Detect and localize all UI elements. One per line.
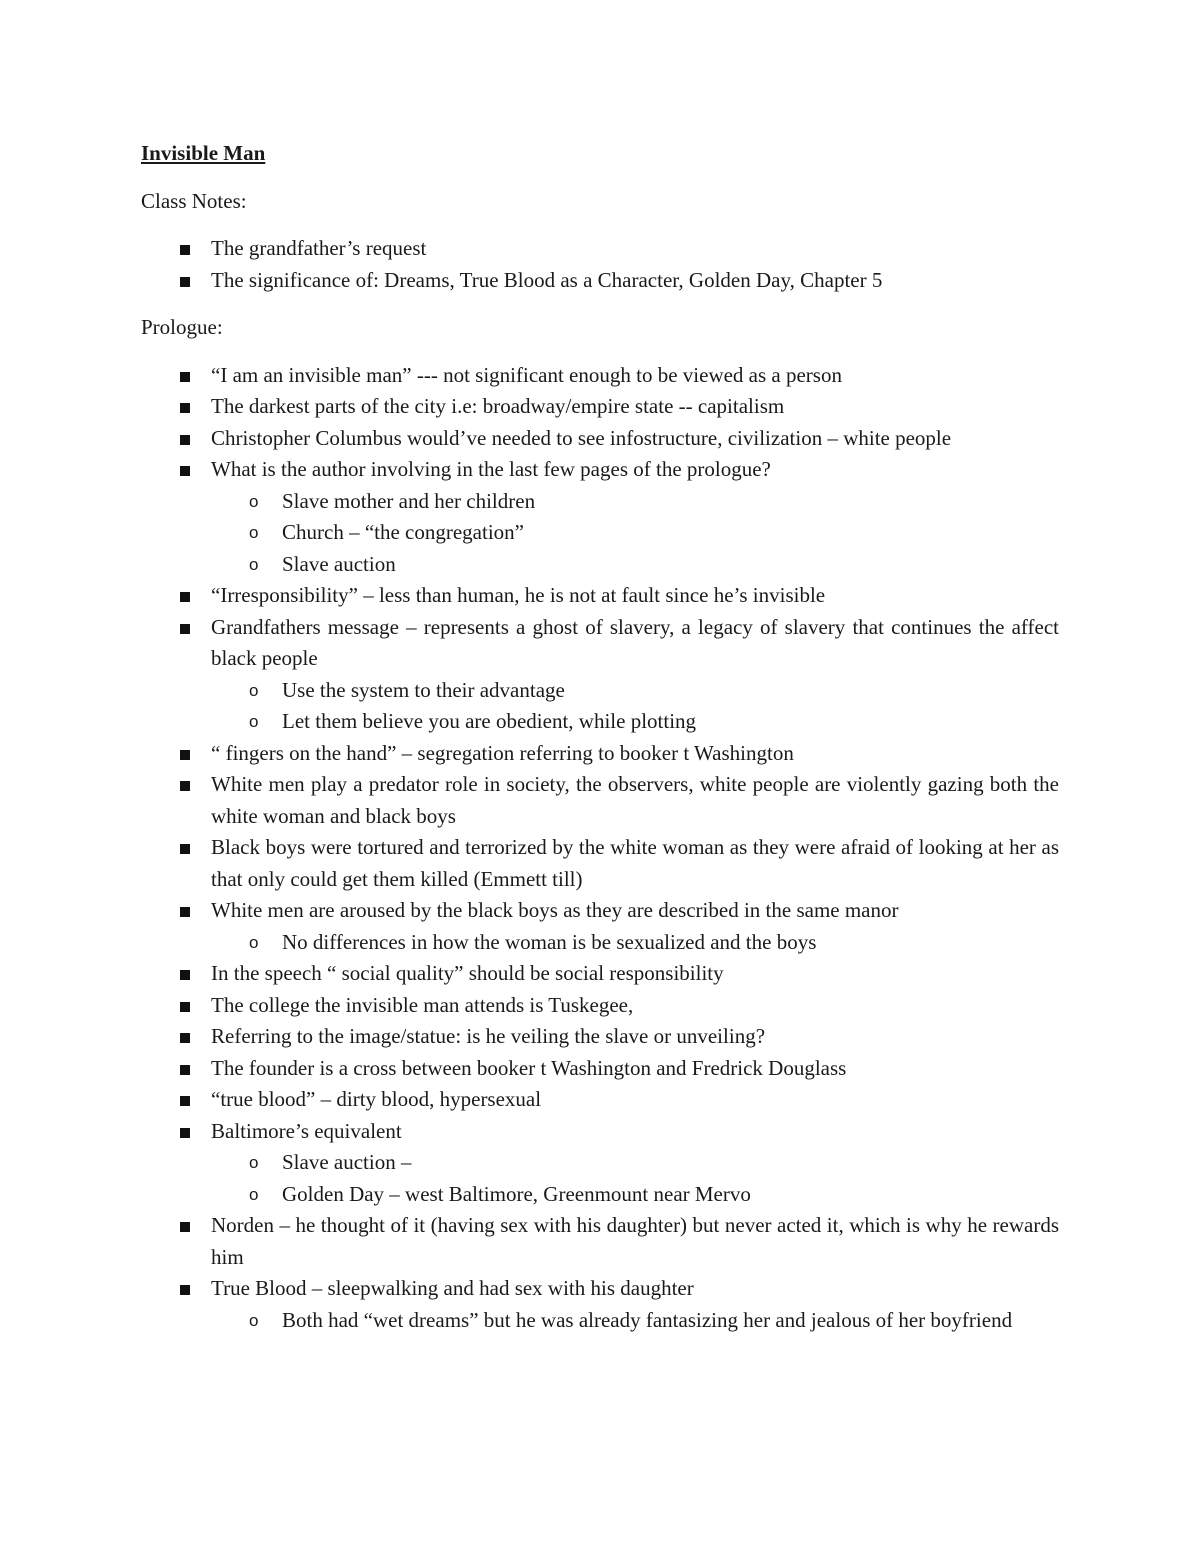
circle-bullet-icon: o <box>249 680 259 700</box>
sub-list-item <box>141 517 1059 549</box>
list-item-text: True Blood – sleepwalking and had sex with his daughter <box>211 1276 694 1300</box>
list-item-text: The darkest parts of the city i.e: broadway/empire state -- capitalism <box>211 394 785 418</box>
circle-bullet-icon: o <box>249 712 259 731</box>
list-item-text: “ fingers on the hand” – segregation referring to booker t Washington <box>211 740 794 765</box>
square-bullet-icon <box>180 466 190 476</box>
list-item <box>141 832 1059 895</box>
list-item-text: The college the invisible man attends is Tuskegee, <box>211 992 634 1017</box>
document-title: Invisible Man <box>141 141 266 165</box>
list-item <box>141 1210 1059 1273</box>
square-bullet-icon <box>180 781 190 791</box>
list-item <box>141 233 1059 265</box>
list-item-text: “I am an invisible man” --- not significant enough to be viewed as a person <box>211 362 842 387</box>
square-bullet-icon <box>180 403 190 413</box>
document-page <box>141 138 1059 1352</box>
circle-bullet-icon: o <box>249 491 259 511</box>
list-item <box>141 769 1059 832</box>
circle-bullet-icon: o <box>249 932 259 952</box>
sub-list-item <box>141 927 1059 959</box>
list-item-text: Black boys were tortured and terrorized by the white woman as they were afraid of looking at her as that only could get them killed (Emmett till) <box>211 835 1059 891</box>
list-item <box>141 1053 1059 1085</box>
square-bullet-icon <box>180 592 190 602</box>
list-item <box>141 1273 1059 1305</box>
list-item <box>141 990 1059 1022</box>
list-item <box>141 580 1059 612</box>
list-item-text: “true blood” – dirty blood, hypersexual <box>211 1087 542 1111</box>
square-bullet-icon <box>180 1096 190 1106</box>
sub-list-item-text: Both had “wet dreams” but he was already fantasizing her and jealous of her boyfriend <box>282 1307 1013 1332</box>
list-item <box>141 958 1059 990</box>
list-item-text: The significance of: Dreams, True Blood as a Character, Golden Day, Chapter 5 <box>211 267 883 292</box>
list-item <box>141 1084 1059 1116</box>
circle-bullet-icon: o <box>249 554 259 574</box>
list-item <box>141 360 1059 392</box>
list-item-text: In the speech “ social quality” should be social responsibility <box>211 961 724 985</box>
prologue-list <box>141 360 1059 1337</box>
square-bullet-icon <box>180 1222 190 1232</box>
list-item-text: Baltimore’s equivalent <box>211 1118 402 1143</box>
square-bullet-icon <box>180 907 190 917</box>
list-item <box>141 454 1059 486</box>
list-item <box>141 895 1059 927</box>
circle-bullet-icon: o <box>249 523 259 542</box>
sub-list-item-text: Slave auction <box>282 551 396 576</box>
class-notes-heading: Class Notes: <box>141 188 247 213</box>
sub-list-item-text: Slave mother and her children <box>282 488 536 513</box>
square-bullet-icon <box>180 970 190 980</box>
list-item-text: Grandfathers message – represents a ghost of slavery, a legacy of slavery that continues the affect black people <box>211 614 1059 670</box>
sub-list-item-text: No differences in how the woman is be sexualized and the boys <box>282 929 817 954</box>
square-bullet-icon <box>180 277 190 287</box>
circle-bullet-icon: o <box>249 1310 259 1330</box>
list-item <box>141 612 1059 675</box>
list-item <box>141 391 1059 423</box>
list-item <box>141 1021 1059 1053</box>
sub-list-item <box>141 549 1059 581</box>
list-item-text: Norden – he thought of it (having sex with his daughter) but never acted it, which is why he rewards him <box>211 1213 1059 1269</box>
list-item-text: “Irresponsibility” – less than human, he is not at fault since he’s invisible <box>211 583 826 607</box>
square-bullet-icon <box>180 750 190 760</box>
circle-bullet-icon: o <box>249 1184 259 1204</box>
square-bullet-icon <box>180 1285 190 1295</box>
sub-list-item-text: Use the system to their advantage <box>282 677 565 702</box>
sub-list-item-text: Let them believe you are obedient, while plotting <box>282 709 697 733</box>
list-item-text: Christopher Columbus would’ve needed to see infostructure, civilization – white people <box>211 425 952 450</box>
square-bullet-icon <box>180 1128 190 1138</box>
list-item-text: What is the author involving in the last few pages of the prologue? <box>211 457 771 481</box>
square-bullet-icon <box>180 245 190 255</box>
sub-list-item <box>141 675 1059 707</box>
list-item-text: The founder is a cross between booker t Washington and Fredrick Douglass <box>211 1055 847 1080</box>
square-bullet-icon <box>180 844 190 854</box>
square-bullet-icon <box>180 435 190 445</box>
circle-bullet-icon: o <box>249 1153 259 1172</box>
square-bullet-icon <box>180 1065 190 1075</box>
list-item-text: Referring to the image/statue: is he veiling the slave or unveiling? <box>211 1024 766 1048</box>
list-item-text: White men are aroused by the black boys as they are described in the same manor <box>211 898 899 922</box>
list-item <box>141 423 1059 455</box>
list-item <box>141 1116 1059 1148</box>
sub-list-item <box>141 1179 1059 1211</box>
sub-list-item <box>141 1147 1059 1179</box>
square-bullet-icon <box>180 1033 190 1043</box>
list-item <box>141 738 1059 770</box>
sub-list-item <box>141 1305 1059 1337</box>
square-bullet-icon <box>180 624 190 634</box>
sub-list-item <box>141 706 1059 738</box>
sub-list-item <box>141 486 1059 518</box>
list-item-text: The grandfather’s request <box>211 236 427 260</box>
prologue-heading: Prologue: <box>141 315 223 339</box>
sub-list-item-text: Slave auction – <box>282 1150 412 1174</box>
square-bullet-icon <box>180 1002 190 1012</box>
list-item-text: White men play a predator role in society, the observers, white people are violently gazing both the white woman and black boys <box>211 772 1059 828</box>
list-item <box>141 265 1059 297</box>
sub-list-item-text: Church – “the congregation” <box>282 520 524 544</box>
square-bullet-icon <box>180 372 190 382</box>
class-notes-list <box>141 233 1059 296</box>
sub-list-item-text: Golden Day – west Baltimore, Greenmount near Mervo <box>282 1181 751 1206</box>
